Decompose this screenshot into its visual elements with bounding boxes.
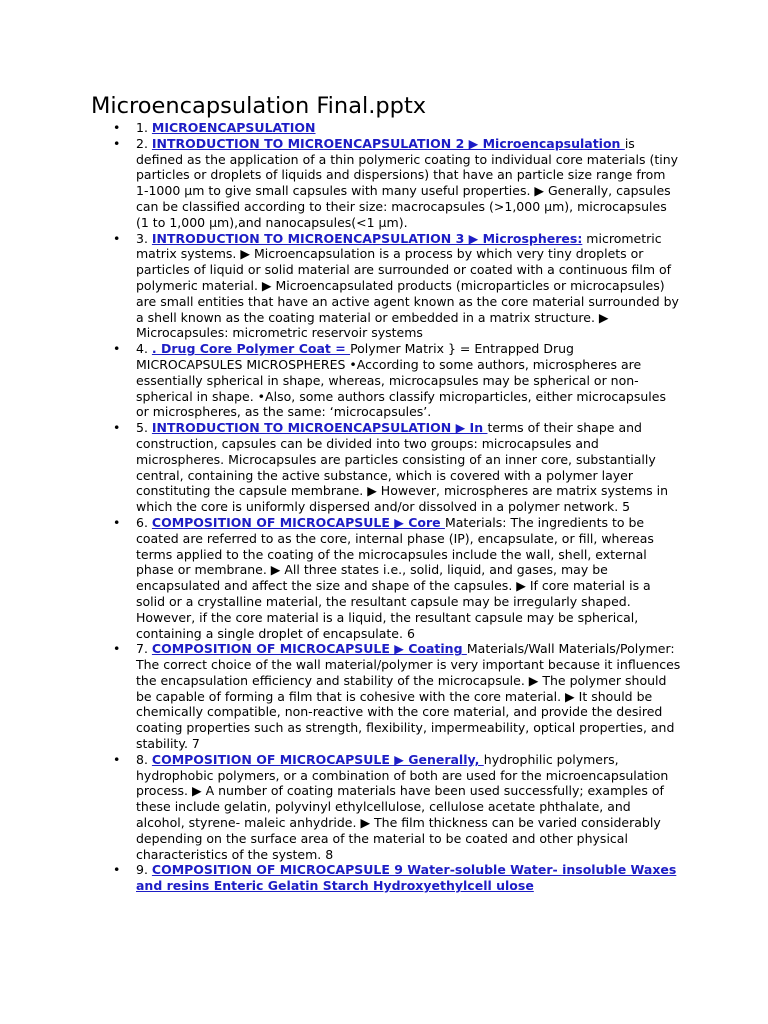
slide-text: terms of their shape and construction, capsules can be divided into two groups: microcapsules and microspheres. Microcapsules are particles consisting of an inner core, substantially central, containing the active substance, which is covered with a polymer layer constituting the capsule membrane. ▶ However, microspheres are matrix systems in which the core is uniformly dispersed and/or dissolved in a polymer network. 5 <box>136 420 669 515</box>
slide-text: hydrophilic polymers, hydrophobic polymers, or a combination of both are used for the microencapsulation process. ▶ A number of coating materials have been used successfully; examples of these include gelatin, polyvinyl ethylcellulose, cellulose acetate phthalate, and alcohol, styrene- maleic anhydride. ▶ The film thickness can be varied considerably depending on the surface area of the material to be coated and other physical characteristics of the system. 8 <box>136 751 669 862</box>
slide-text: Polymer Matrix } = Entrapped Drug MICROCAPSULES MICROSPHERES •According to some authors, microspheres are essentially spherical in shape, whereas, microcapsules may be spherical or non-spherical in shape. •Also, some authors classify microparticles, either microcapsules or microspheres, as the same: ‘microcapsules’. <box>136 341 666 420</box>
slide-link[interactable]: MICROENCAPSULATION <box>151 120 316 135</box>
slide-link[interactable]: COMPOSITION OF MICROCAPSULE ▶ Core <box>151 514 445 530</box>
slide-link[interactable]: INTRODUCTION TO MICROENCAPSULATION 3 ▶ Microspheres: <box>151 230 583 246</box>
slide-item-5 <box>136 420 681 515</box>
slide-link[interactable]: COMPOSITION OF MICROCAPSULE ▶ Coating <box>151 641 467 657</box>
slide-list <box>136 120 681 894</box>
slide-link[interactable]: COMPOSITION OF MICROCAPSULE ▶ Generally, <box>151 751 484 767</box>
slide-number: 5. <box>136 420 152 436</box>
slide-item-6 <box>136 515 681 641</box>
slide-item-9 <box>136 862 681 894</box>
slide-number: 7. <box>136 641 152 657</box>
slide-link[interactable]: COMPOSITION OF MICROCAPSULE 9 Water-soluble Water- insoluble Waxes and resins Enteric Gelatin Starch Hydroxyethylcell ulose <box>136 862 677 894</box>
slide-link[interactable]: . Drug Core Polymer Coat = <box>151 341 351 357</box>
slide-number: 3. <box>136 230 152 246</box>
slide-item-4 <box>136 341 681 420</box>
slide-text: is defined as the application of a thin polymeric coating to individual core materials (tiny particles or droplets of liquids and dispersions) that have an particle size range from 1-1000 µm to give small capsules with many useful properties. ▶ Generally, capsules can be classified according to their size: macrocapsules (>1,000 µm), microcapsules (1 to 1,000 µm),and nanocapsules(<1 µm). <box>136 135 679 230</box>
slide-item-3 <box>136 231 681 342</box>
slide-number: 8. <box>136 751 152 767</box>
slide-link[interactable]: INTRODUCTION TO MICROENCAPSULATION 2 ▶ Microencapsulation <box>151 135 625 151</box>
slide-item-1 <box>136 120 681 136</box>
slide-number: 1. <box>136 120 152 135</box>
slide-text: Materials/Wall Materials/Polymer: The correct choice of the wall material/polymer is very important because it influences the encapsulation efficiency and stability of the microcapsule. ▶ The polymer should be capable of forming a film that is cohesive with the core material. ▶ It should be chemically compatible, non-reactive with the core material, and provide the desired coating properties such as strength, flexibility, impermeability, optical properties, and stability. 7 <box>136 641 681 752</box>
slide-link[interactable]: INTRODUCTION TO MICROENCAPSULATION ▶ In <box>151 420 488 436</box>
slide-item-2 <box>136 136 681 231</box>
slide-text: Materials: The ingredients to be coated are referred to as the core, internal phase (IP), encapsulate, or fill, whereas terms applied to the coating of the microcapsules include the wall, shell, external phase or membrane. ▶ All three states i.e., solid, liquid, and gases, may be encapsulated and affect the size and shape of the capsules. ▶ If core material is a solid or a crystalline material, the resultant capsule may be irregularly shaped. However, if the core material is a liquid, the resultant capsule may be spherical, containing a single droplet of encapsulate. 6 <box>136 514 654 641</box>
slide-number: 9. <box>136 862 152 878</box>
slide-number: 4. <box>136 341 152 357</box>
slide-number: 2. <box>136 135 152 151</box>
slide-number: 6. <box>136 514 152 530</box>
slide-item-7 <box>136 641 681 752</box>
slide-text: micrometric matrix systems. ▶ Microencapsulation is a process by which very tiny droplets or particles of liquid or solid material are surrounded or coated with a continuous film of polymeric material. ▶ Microencapsulated products (microparticles or microcapsules) are small entities that have an active agent known as the core material surrounded by a shell known as the coating material or embedded in a matrix structure. ▶ Microcapsules: micrometric reservoir systems <box>136 230 679 341</box>
slide-item-8 <box>136 752 681 863</box>
document-title: Microencapsulation Final.pptx <box>91 93 427 119</box>
